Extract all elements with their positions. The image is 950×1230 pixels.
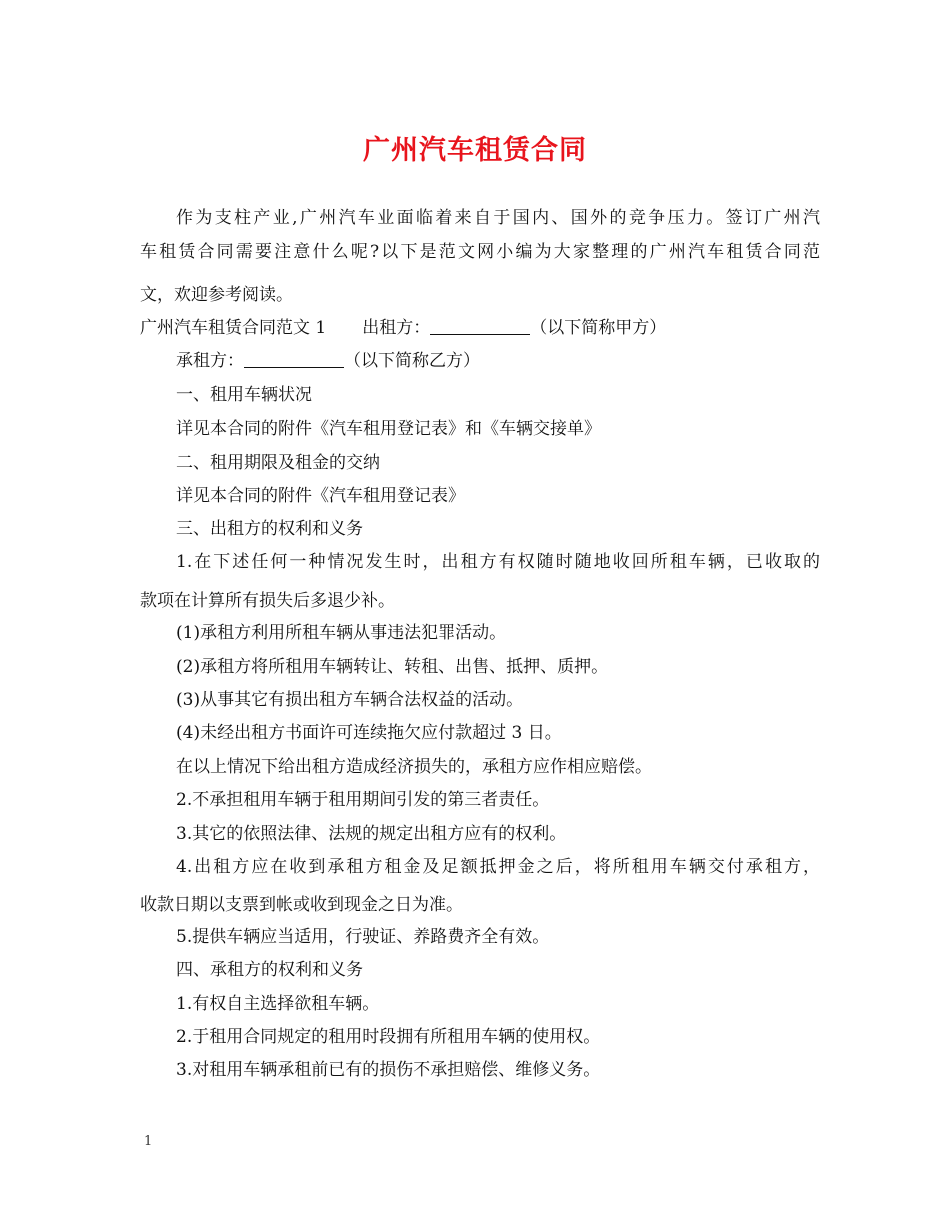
s3-item4-line2: 收款日期以支票到帐或收到现金之日为准。 bbox=[140, 895, 463, 915]
lessee-row bbox=[176, 349, 820, 373]
s3-sub2: (2)承租方将所租用车辆转让、转租、出售、抵押、质押。 bbox=[176, 657, 609, 677]
lessee-suffix: （以下简称乙方） bbox=[344, 351, 480, 371]
intro-line-3: 文，欢迎参考阅读。 bbox=[140, 285, 293, 305]
intro-line-1: 作为支柱产业,广州汽车业面临着来自于国内、国外的竞争压力。签订广州汽 bbox=[176, 208, 820, 228]
s3-item4-line1: 4.出租方应在收到承租方租金及足额抵押金之后，将所租用车辆交付承租方， bbox=[176, 857, 820, 877]
section2-text: 详见本合同的附件《汽车租用登记表》 bbox=[176, 486, 465, 506]
intro-line-2: 车租赁合同需要注意什么呢?以下是范文网小编为大家整理的广州汽车租赁合同范 bbox=[140, 242, 820, 262]
lessor-blank bbox=[430, 318, 530, 335]
sample-heading-row bbox=[140, 316, 820, 340]
s3-item1-line1: 1.在下述任何一种情况发生时，出租方有权随时随地收回所租车辆，已收取的 bbox=[176, 552, 820, 572]
s3-sub1: (1)承租方利用所租车辆从事违法犯罪活动。 bbox=[176, 623, 507, 643]
s3-item1-line2: 款项在计算所有损失后多退少补。 bbox=[140, 591, 395, 611]
s3-item3: 3.其它的依照法律、法规的规定出租方应有的权利。 bbox=[176, 824, 567, 844]
s4-item1: 1.有权自主选择欲租车辆。 bbox=[176, 994, 380, 1014]
s4-item2: 2.于租用合同规定的租用时段拥有所租用车辆的使用权。 bbox=[176, 1027, 601, 1047]
section4-heading: 四、承租方的权利和义务 bbox=[176, 960, 363, 980]
s3-sub3: (3)从事其它有损出租方车辆合法权益的活动。 bbox=[176, 690, 524, 710]
lessee-label: 承租方： bbox=[176, 351, 244, 371]
document-title: 广州汽车租赁合同 bbox=[363, 135, 587, 166]
section3-heading: 三、出租方的权利和义务 bbox=[176, 519, 363, 539]
s4-item3: 3.对租用车辆承租前已有的损伤不承担赔偿、维修义务。 bbox=[176, 1060, 601, 1080]
s3-compensation: 在以上情况下给出租方造成经济损失的，承租方应作相应赔偿。 bbox=[176, 757, 652, 777]
page-number: 1 bbox=[144, 1134, 153, 1149]
sample-heading: 广州汽车租赁合同范文 1 bbox=[140, 318, 327, 338]
s3-item5: 5.提供车辆应当适用，行驶证、养路费齐全有效。 bbox=[176, 927, 550, 947]
section2-heading: 二、租用期限及租金的交纳 bbox=[176, 453, 380, 473]
lessor-suffix: （以下简称甲方） bbox=[530, 318, 667, 338]
section1-text: 详见本合同的附件《汽车租用登记表》和《车辆交接单》 bbox=[176, 419, 601, 439]
lessee-blank bbox=[244, 351, 344, 368]
lessor-label: 出租方： bbox=[362, 318, 431, 338]
s3-sub4: (4)未经出租方书面许可连续拖欠应付款超过 3 日。 bbox=[176, 723, 562, 743]
section1-heading: 一、租用车辆状况 bbox=[176, 385, 312, 405]
s3-item2: 2.不承担租用车辆于租用期间引发的第三者责任。 bbox=[176, 790, 550, 810]
